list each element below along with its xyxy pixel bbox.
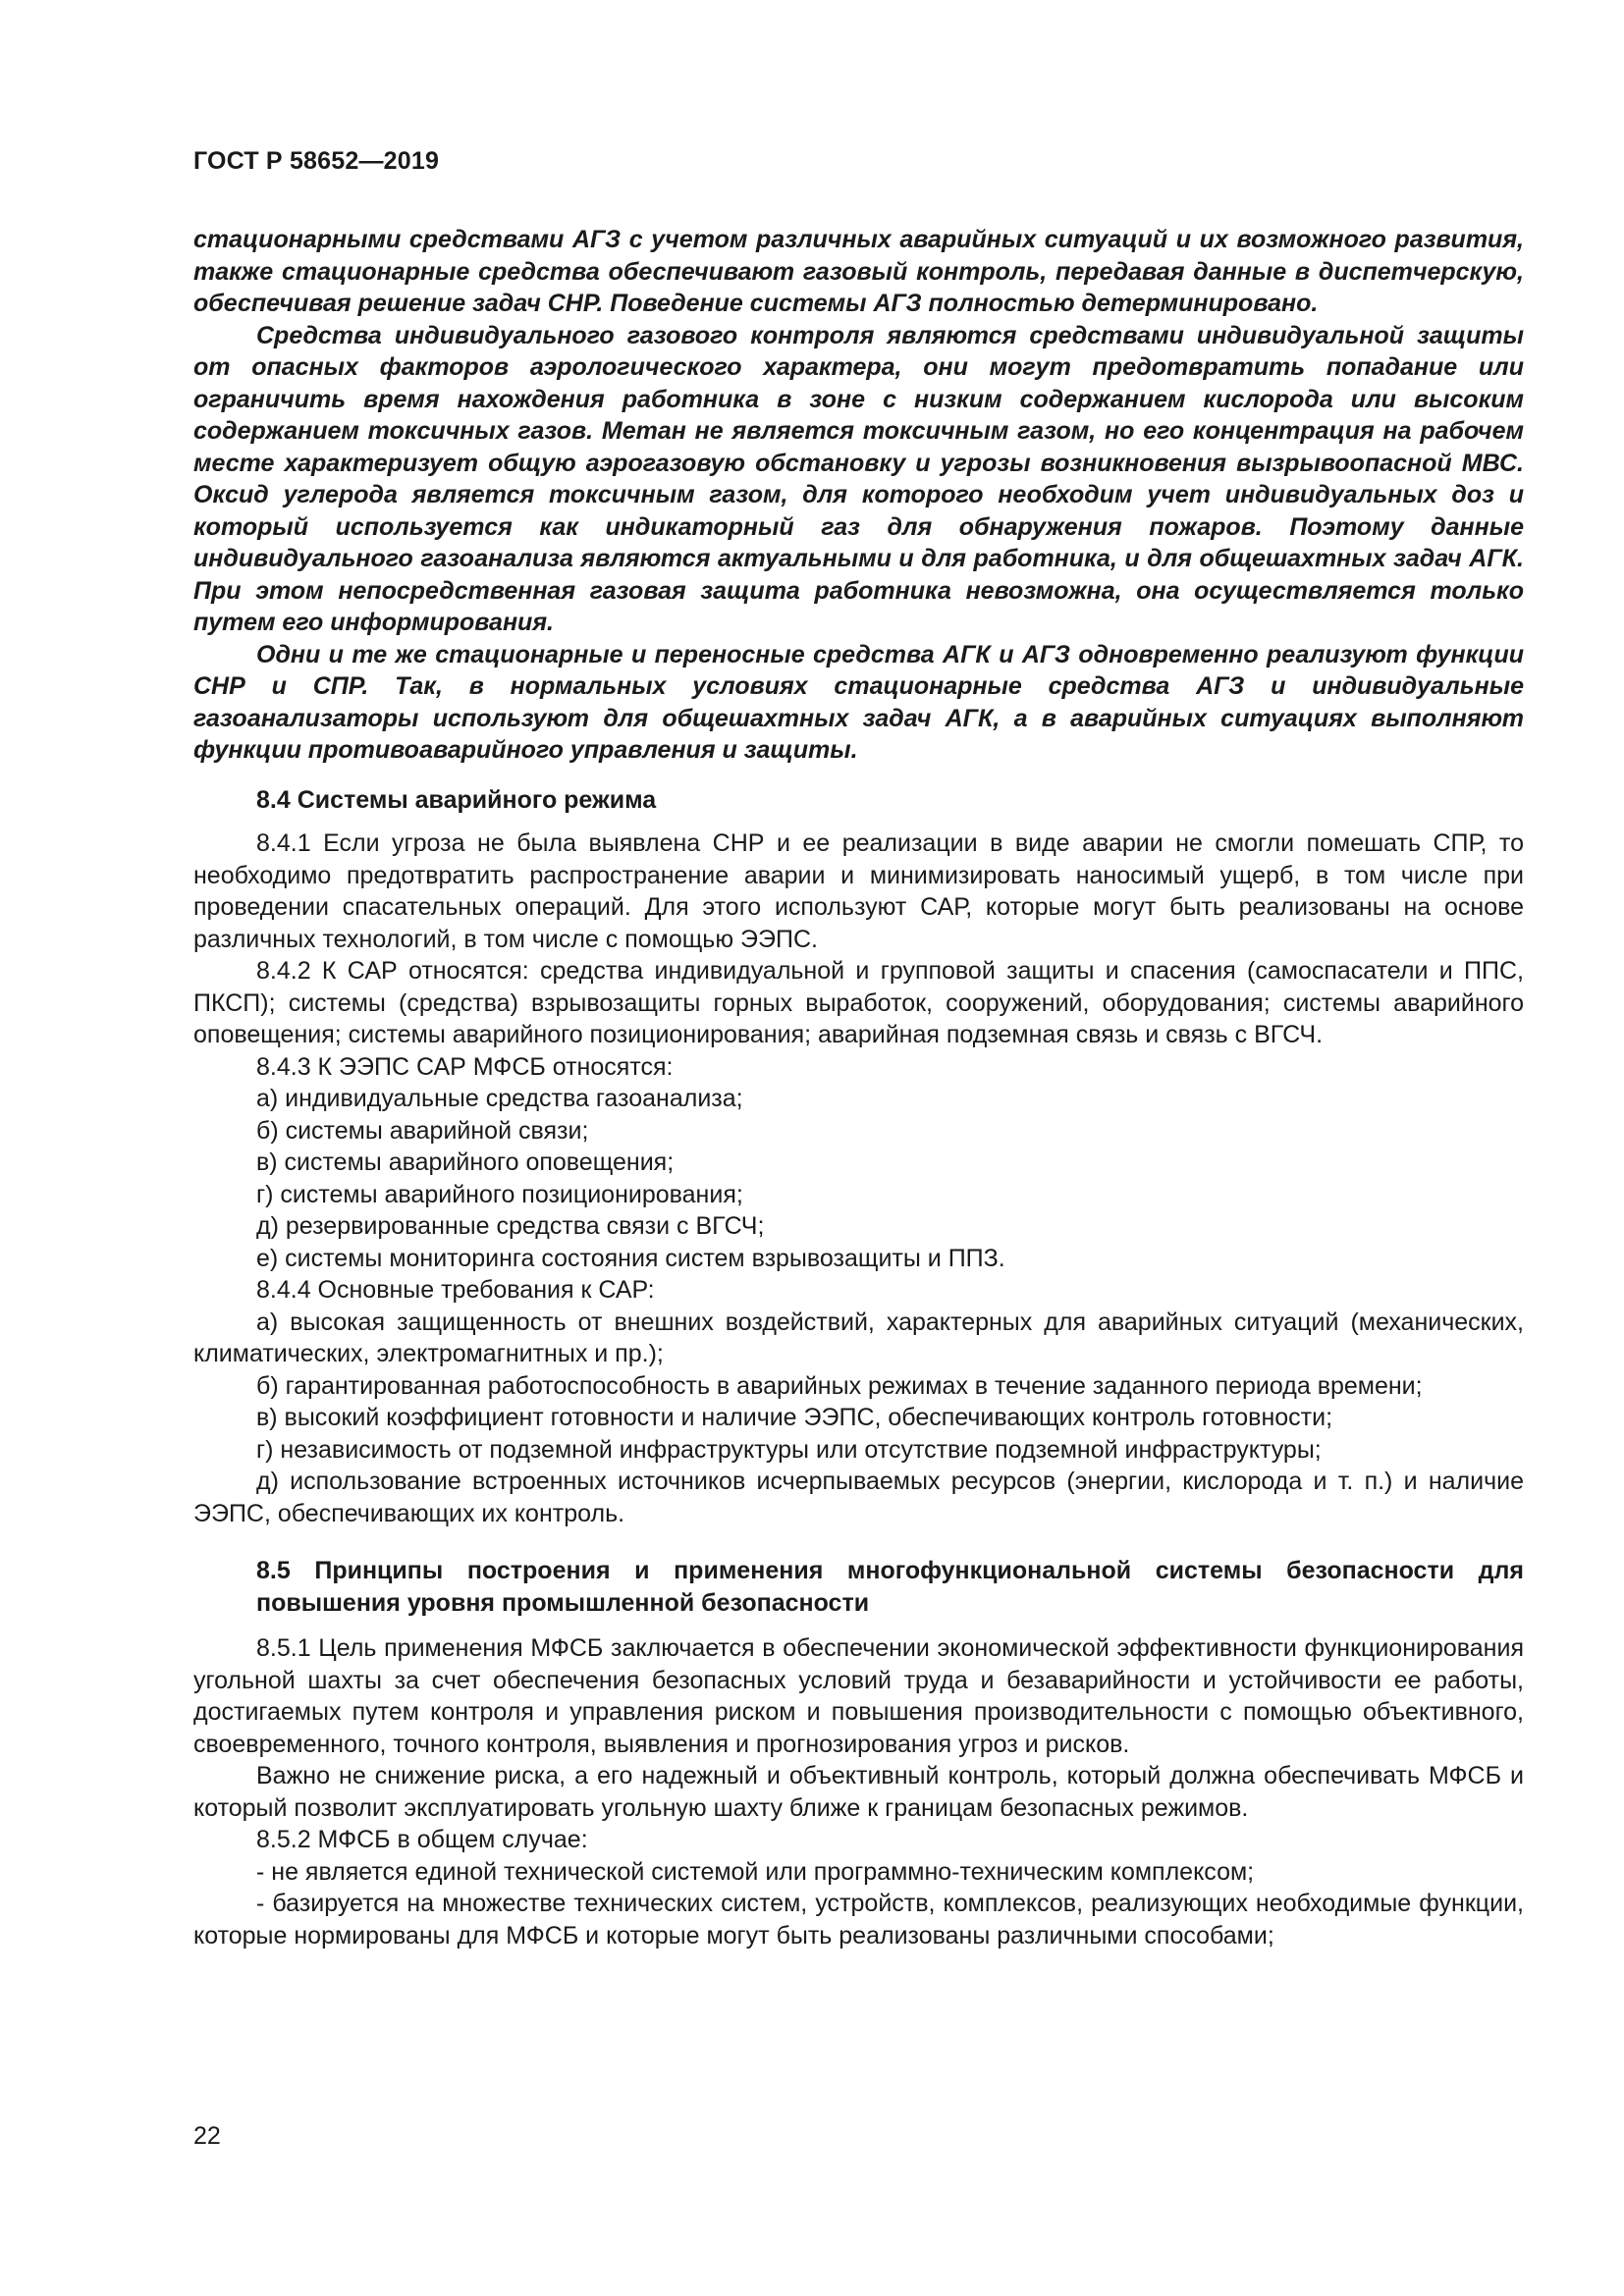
paragraph-8-4-1: 8.4.1 Если угроза не была выявлена СНР и ее реализации в виде аварии не смогли помешать СПР, то необходимо предотвратить распространение аварии и минимизировать наносимый ущерб, в том числе при проведении спасательных операций. Для этого используют САР, которые могут быть реализованы на основе различных технологий, в том числе с помощью ЭЭПС. [193, 829, 1524, 953]
document-body [193, 224, 1524, 1951]
paragraph-8-4-4: 8.4.4 Основные требования к САР: [256, 1276, 655, 1304]
list-item: г) системы аварийного позиционирования; [256, 1180, 743, 1208]
list-item: а) индивидуальные средства газоанализа; [256, 1085, 743, 1112]
intro-paragraph: Одни и те же стационарные и переносные средства АГК и АГЗ одновременно реализуют функции СНР и СПР. Так, в нормальных условиях стационарные средства АГЗ и индивидуальные газоанализаторы используют для общешахтных задач АГК, а в аварийных ситуациях выполняют функции противоаварийного управления и защиты. [193, 640, 1524, 764]
list-item: г) независимость от подземной инфраструктуры или отсутствие подземной инфраструктуры; [256, 1435, 1322, 1464]
list-item: - не является единой технической системой или программно-техническим комплексом; [256, 1857, 1255, 1886]
list-item: е) системы мониторинга состояния систем взрывозащиты и ППЗ. [256, 1244, 1005, 1272]
list-item: в) высокий коэффициент готовности и наличие ЭЭПС, обеспечивающих контроль готовности; [256, 1404, 1333, 1431]
intro-paragraph: Средства индивидуального газового контроля являются средствами индивидуальной защиты от опасных факторов аэрологического характера, они могут предотвратить попадание или ограничить время нахождения работника в зоне с низким содержанием кислорода или высоким содержанием токсичных газов. Метан не является токсичным газом, но его концентрация на рабочем месте характеризует общую аэрогазовую обстановку и угрозы возникновения вызрывоопасной МВС. Оксид углерода является токсичным газом, для которого необходим учет индивидуальных доз и который используется как индикаторный газ для обнаружения пожаров. Поэтому данные индивидуального газоанализа являются актуальными и для работника, и для общешахтных задач АГК. При этом непосредственная газовая защита работника невозможна, она осуществляется только путем его информирования. [193, 321, 1524, 636]
section-heading-8-5: 8.5 Принципы построения и применения многофункциональной системы безопасности для повышения уровня промышленной безопасности [256, 1557, 1524, 1617]
document-header: ГОСТ Р 58652—2019 [193, 147, 440, 175]
paragraph-8-4-3: 8.4.3 К ЭЭПС САР МФСБ относятся: [256, 1052, 674, 1081]
section-heading-8-4: 8.4 Системы аварийного режима [256, 785, 657, 814]
list-item: - базируется на множестве технических систем, устройств, комплексов, реализующих необходимые функции, которые нормированы для МФСБ и которые могут быть реализованы различными способами; [193, 1890, 1524, 1949]
paragraph-8-5-2: 8.5.2 МФСБ в общем случае: [256, 1826, 588, 1853]
paragraph-8-5-1: 8.5.1 Цель применения МФСБ заключается в обеспечении экономической эффективности функционирования угольной шахты за счет обеспечения безопасных условий труда и безаварийности и устойчивости ее работы, достигаемых путем контроля и управления риском и повышения производительности с помощью объективного, своевременного, точного контроля, выявления и прогнозирования угроз и рисков. [193, 1634, 1524, 1758]
list-item: б) гарантированная работоспособность в аварийных режимах в течение заданного периода времени; [256, 1371, 1423, 1400]
list-item: д) использование встроенных источников исчерпываемых ресурсов (энергии, кислорода и т. п.) и наличие ЭЭПС, обеспечивающих их контроль. [193, 1468, 1524, 1527]
page-number: 22 [193, 2122, 221, 2150]
paragraph-8-4-2: 8.4.2 К САР относятся: средства индивидуальной и групповой защиты и спасения (самоспасатели и ППС, ПКСП); системы (средства) взрывозащиты горных выработок, сооружений, оборудования; системы аварийного оповещения; системы аварийного позиционирования; аварийная подземная связь и связь с ВГСЧ. [193, 957, 1524, 1048]
intro-paragraph: стационарными средствами АГЗ с учетом различных аварийных ситуаций и их возможного развития, также стационарные средства обеспечивают газовый контроль, передавая данные в диспетчерскую, обеспечивая решение задач СНР. Поведение системы АГЗ полностью детерминировано. [193, 226, 1524, 317]
list-item: в) системы аварийного оповещения; [256, 1148, 675, 1176]
list-item: б) системы аварийной связи; [256, 1116, 589, 1145]
paragraph-important: Важно не снижение риска, а его надежный и объективный контроль, который должна обеспечивать МФСБ и который позволит эксплуатировать угольную шахту ближе к границам безопасных режимов. [193, 1762, 1524, 1822]
list-item: а) высокая защищенность от внешних воздействий, характерных для аварийных ситуаций (механических, климатических, электромагнитных и пр.); [193, 1308, 1524, 1367]
list-item: д) резервированные средства связи с ВГСЧ; [256, 1212, 765, 1240]
